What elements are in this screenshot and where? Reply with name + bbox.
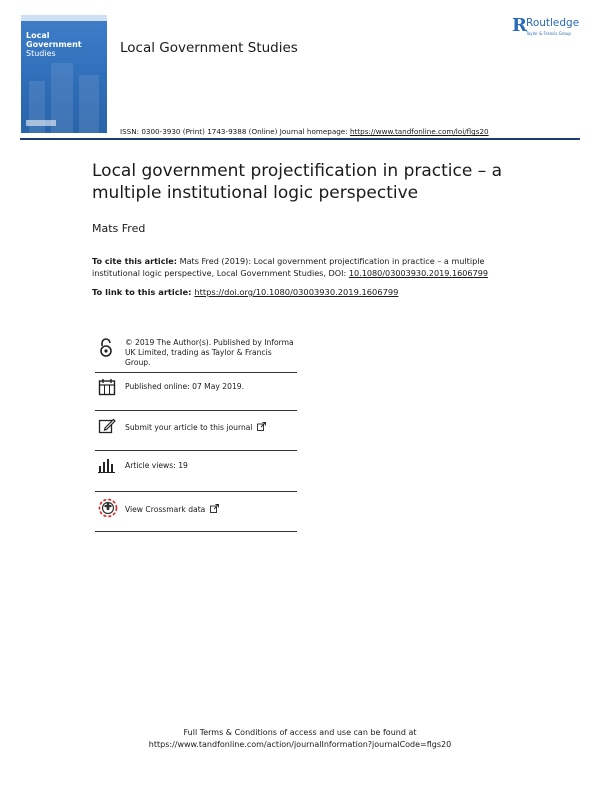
cover-title-line1: Local Government [26, 31, 82, 49]
footer [0, 727, 600, 751]
edit-icon [98, 417, 116, 435]
info-divider [95, 491, 297, 492]
submit-text[interactable]: Submit your article to this journal [125, 423, 253, 432]
issn-text: ISSN: 0300-3930 (Print) 1743-9388 (Online) Journal homepage: [120, 127, 350, 136]
info-divider [95, 450, 297, 451]
article-link-label: To link to this article: [92, 287, 195, 297]
citation-text: Mats Fred (2019): Local government projectification in practice – a multiple institutional logic perspective, Local Government Studies, DOI: [92, 256, 485, 278]
article-doi-link[interactable]: https://doi.org/10.1080/03003930.2019.1606799 [194, 287, 399, 297]
article-title: Local government projectification in practice – a multiple institutional logic perspective [92, 161, 503, 203]
cover-title [26, 31, 107, 58]
cover-publisher-logo [26, 120, 56, 126]
publisher-logo [512, 16, 592, 44]
article-views-text: Article views: 19 [125, 461, 188, 470]
article-link [92, 287, 522, 297]
issn-line [120, 127, 489, 136]
info-divider [95, 531, 297, 532]
submit-article-link[interactable] [125, 422, 297, 433]
open-access-icon [98, 338, 114, 358]
external-link-icon [257, 422, 266, 431]
publisher-name: Routledge [526, 17, 580, 29]
info-divider [95, 372, 297, 373]
crossmark-link[interactable] [125, 504, 297, 515]
cover-building [79, 75, 99, 133]
crossmark-text[interactable]: View Crossmark data [125, 505, 206, 514]
cover-strip [21, 15, 107, 21]
cover-title-line2: Studies [26, 49, 56, 58]
info-divider [95, 410, 297, 411]
published-text: Published online: 07 May 2019. [125, 382, 245, 391]
journal-name: Local Government Studies [120, 40, 298, 56]
footer-journal-info-link[interactable]: https://www.tandfonline.com/action/journalInformation?journalCode=flgs20 [148, 740, 452, 749]
journal-homepage-link[interactable]: https://www.tandfonline.com/loi/flgs20 [349, 127, 489, 136]
header-divider [20, 138, 580, 140]
citation-doi-link[interactable]: 10.1080/03003930.2019.1606799 [348, 268, 489, 278]
crossmark-icon [98, 498, 118, 518]
journal-cover [21, 15, 107, 133]
calendar-icon [98, 378, 116, 396]
article-author: Mats Fred [92, 222, 146, 235]
footer-terms: Full Terms & Conditions of access and use can be found at [183, 728, 417, 737]
publisher-subtitle: Taylor & Francis Group [526, 31, 571, 36]
routledge-mark-icon: R [512, 15, 527, 36]
external-link-icon [210, 504, 219, 513]
citation-label: To cite this article: [92, 256, 178, 266]
bar-chart-icon [98, 457, 116, 473]
citation [92, 255, 522, 279]
license-text: © 2019 The Author(s). Published by Informa UK Limited, trading as Taylor & Francis Group. [125, 338, 294, 367]
